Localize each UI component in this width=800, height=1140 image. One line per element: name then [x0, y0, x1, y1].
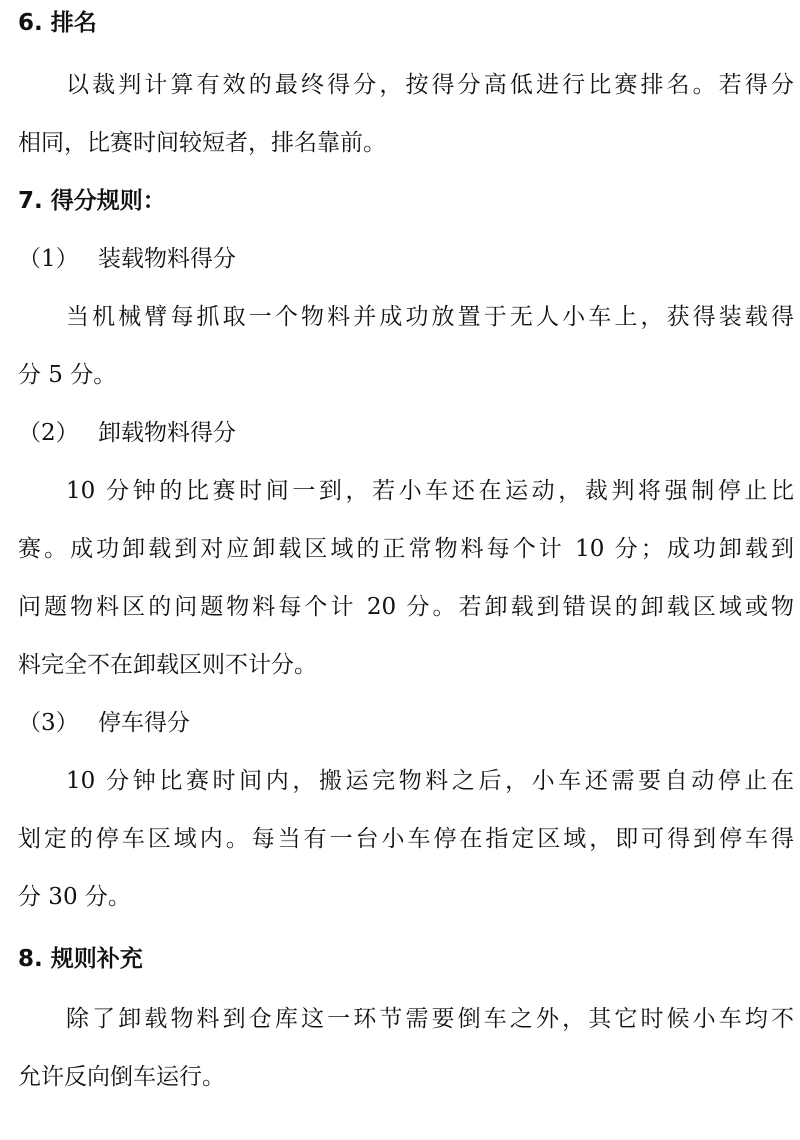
- subsection-number: （3）: [18, 710, 79, 736]
- paragraph-line: 分 30 分。: [18, 884, 131, 910]
- section-7-heading: 7. 得分规则：: [18, 188, 166, 214]
- subsection-1-heading: [18, 244, 794, 274]
- paragraph-line: 允许反向倒车运行。: [18, 1064, 225, 1090]
- paragraph-line: 料完全不在卸载区则不计分。: [18, 652, 317, 678]
- subsection-2-heading: [18, 418, 794, 448]
- paragraph-line: 分 5 分。: [18, 362, 117, 388]
- subsection-title: 装载物料得分: [98, 246, 236, 272]
- section-6-heading: 6. 排名: [18, 10, 97, 36]
- paragraph-line: 以裁判计算有效的最终得分，按得分高低进行比赛排名。若得分: [66, 72, 794, 98]
- paragraph-line: 当机械臂每抓取一个物料并成功放置于无人小车上，获得装载得: [66, 304, 794, 330]
- subsection-title: 停车得分: [98, 710, 190, 736]
- subsection-number: （1）: [18, 246, 79, 272]
- paragraph-line: 10 分钟的比赛时间一到，若小车还在运动，裁判将强制停止比: [66, 478, 794, 504]
- paragraph-line: 划定的停车区域内。每当有一台小车停在指定区域，即可得到停车得: [18, 826, 794, 852]
- paragraph-line: 赛。成功卸载到对应卸载区域的正常物料每个计 10 分；成功卸载到: [18, 536, 794, 562]
- subsection-3-heading: [18, 708, 794, 738]
- subsection-title: 卸载物料得分: [98, 420, 236, 446]
- section-8-heading: 8. 规则补充: [18, 946, 143, 972]
- paragraph-line: 问题物料区的问题物料每个计 20 分。若卸载到错误的卸载区域或物: [18, 594, 794, 620]
- subsection-number: （2）: [18, 420, 79, 446]
- paragraph-line: 相同，比赛时间较短者，排名靠前。: [18, 130, 386, 156]
- paragraph-line: 10 分钟比赛时间内，搬运完物料之后，小车还需要自动停止在: [66, 768, 794, 794]
- paragraph-line: 除了卸载物料到仓库这一环节需要倒车之外，其它时候小车均不: [66, 1006, 794, 1032]
